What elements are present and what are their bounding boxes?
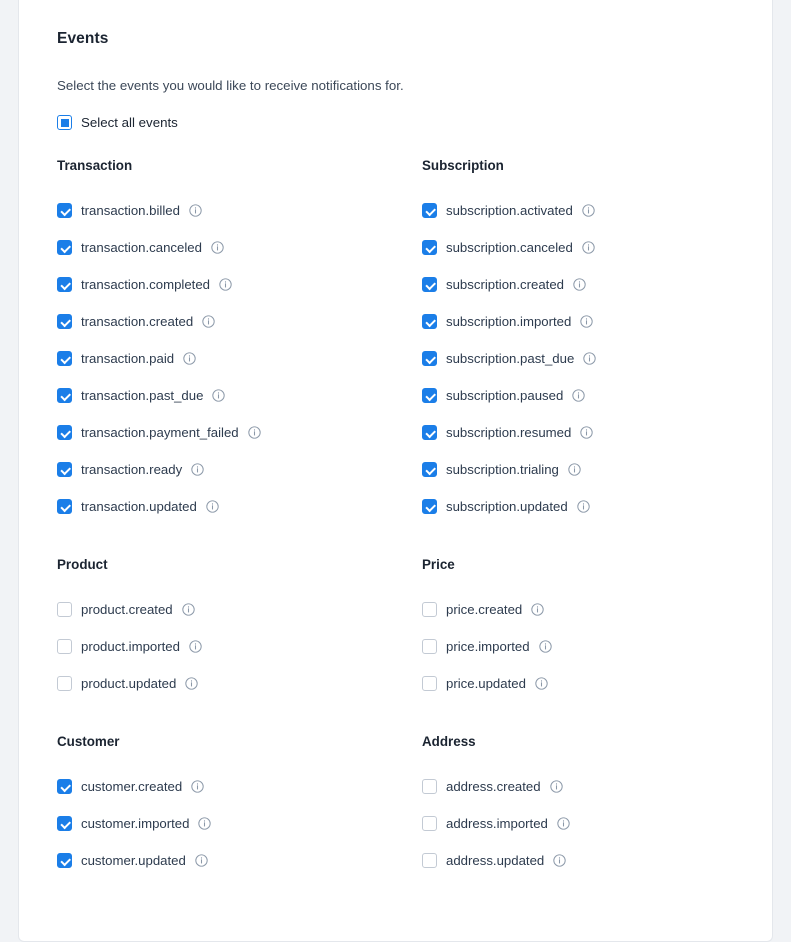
event-checkbox-address.imported[interactable] [422,816,437,831]
event-label: address.imported [446,816,548,831]
event-checkbox-product.created[interactable] [57,602,72,617]
event-checkbox-price.imported[interactable] [422,639,437,654]
event-checkbox-address.created[interactable] [422,779,437,794]
event-label: subscription.imported [446,314,572,329]
page-title: Events [57,30,109,47]
event-label: address.updated [446,853,545,868]
event-group-subscription [422,158,734,525]
event-row[interactable] [57,768,422,805]
event-label: product.created [81,602,173,617]
event-label: subscription.resumed [446,425,572,440]
event-label: transaction.payment_failed [81,425,239,440]
event-checkbox-transaction.created[interactable] [57,314,72,329]
event-label: subscription.paused [446,388,564,403]
event-label: customer.imported [81,816,190,831]
event-checkbox-subscription.imported[interactable] [422,314,437,329]
info-circle-icon[interactable] [535,677,548,690]
info-circle-icon[interactable] [191,780,204,793]
event-checkbox-subscription.updated[interactable] [422,499,437,514]
event-label: price.imported [446,639,530,654]
event-label: transaction.created [81,314,194,329]
event-label: address.created [446,779,541,794]
info-circle-icon[interactable] [531,603,544,616]
select-all-events-label: Select all events [81,115,178,130]
info-circle-icon[interactable] [573,278,586,291]
info-circle-icon[interactable] [539,640,552,653]
event-checkbox-subscription.resumed[interactable] [422,425,437,440]
event-checkbox-transaction.paid[interactable] [57,351,72,366]
event-label: subscription.created [446,277,565,292]
event-row[interactable] [422,591,734,628]
event-row[interactable] [57,303,422,340]
event-checkbox-subscription.activated[interactable] [422,203,437,218]
event-row[interactable] [57,842,422,879]
event-label: subscription.past_due [446,351,575,366]
event-label: transaction.billed [81,203,180,218]
event-row[interactable] [57,229,422,266]
event-row[interactable] [57,340,422,377]
event-row[interactable] [57,377,422,414]
event-checkbox-transaction.billed[interactable] [57,203,72,218]
info-circle-icon[interactable] [195,854,208,867]
event-group-customer [57,734,422,879]
event-checkbox-subscription.trialing[interactable] [422,462,437,477]
info-circle-icon[interactable] [550,780,563,793]
event-checkbox-transaction.past_due[interactable] [57,388,72,403]
event-row[interactable] [422,488,734,525]
event-row[interactable] [422,451,734,488]
info-circle-icon[interactable] [580,426,593,439]
event-row[interactable] [422,340,734,377]
event-label: product.updated [81,676,177,691]
event-label: product.imported [81,639,180,654]
event-label: customer.created [81,779,183,794]
event-row[interactable] [57,414,422,451]
event-checkbox-product.imported[interactable] [57,639,72,654]
event-label: transaction.canceled [81,240,202,255]
event-checkbox-transaction.ready[interactable] [57,462,72,477]
event-group-title: Address [422,734,476,749]
events-intro-text: Select the events you would like to receive notifications for. [57,78,404,93]
event-label: transaction.past_due [81,388,204,403]
event-label: subscription.canceled [446,240,573,255]
event-label: price.updated [446,676,526,691]
event-row[interactable] [422,377,734,414]
info-circle-icon[interactable] [189,204,202,217]
event-label: subscription.activated [446,203,573,218]
event-row[interactable] [57,192,422,229]
info-circle-icon[interactable] [553,854,566,867]
event-label: transaction.paid [81,351,175,366]
event-group-title: Subscription [422,158,504,173]
event-label: subscription.trialing [446,462,559,477]
info-circle-icon[interactable] [191,463,204,476]
event-label: subscription.updated [446,499,568,514]
event-checkbox-transaction.updated[interactable] [57,499,72,514]
event-row[interactable] [422,266,734,303]
info-circle-icon[interactable] [577,500,590,513]
info-circle-icon[interactable] [212,389,225,402]
event-group-product [57,557,422,702]
select-all-events-row[interactable] [57,115,734,130]
info-circle-icon[interactable] [211,241,224,254]
event-checkbox-customer.imported[interactable] [57,816,72,831]
event-row[interactable] [422,665,734,702]
event-row[interactable] [57,628,422,665]
event-row[interactable] [57,591,422,628]
info-circle-icon[interactable] [182,603,195,616]
event-row[interactable] [422,768,734,805]
info-circle-icon[interactable] [183,352,196,365]
event-row[interactable] [422,229,734,266]
event-group-price [422,557,734,702]
event-row[interactable] [422,192,734,229]
event-row[interactable] [422,303,734,340]
event-checkbox-customer.updated[interactable] [57,853,72,868]
info-circle-icon[interactable] [583,352,596,365]
select-all-events-checkbox[interactable] [57,115,72,130]
event-checkbox-price.created[interactable] [422,602,437,617]
event-row[interactable] [422,628,734,665]
info-circle-icon[interactable] [206,500,219,513]
event-label: transaction.updated [81,499,197,514]
event-label: transaction.ready [81,462,183,477]
info-circle-icon[interactable] [568,463,581,476]
event-group-title: Customer [57,734,120,749]
event-checkbox-price.updated[interactable] [422,676,437,691]
event-checkbox-subscription.past_due[interactable] [422,351,437,366]
event-row[interactable] [57,805,422,842]
event-checkbox-address.updated[interactable] [422,853,437,868]
event-row[interactable] [422,414,734,451]
info-circle-icon[interactable] [198,817,211,830]
event-label: customer.updated [81,853,186,868]
event-row[interactable] [422,805,734,842]
event-checkbox-transaction.completed[interactable] [57,277,72,292]
info-circle-icon[interactable] [580,315,593,328]
info-circle-icon[interactable] [582,241,595,254]
info-circle-icon[interactable] [582,204,595,217]
event-checkbox-transaction.payment_failed[interactable] [57,425,72,440]
info-circle-icon[interactable] [248,426,261,439]
info-circle-icon[interactable] [185,677,198,690]
event-checkbox-subscription.created[interactable] [422,277,437,292]
info-circle-icon[interactable] [202,315,215,328]
info-circle-icon[interactable] [557,817,570,830]
event-group-title: Price [422,557,455,572]
event-label: transaction.completed [81,277,211,292]
info-circle-icon[interactable] [219,278,232,291]
event-row[interactable] [57,451,422,488]
event-row[interactable] [57,665,422,702]
event-checkbox-subscription.paused[interactable] [422,388,437,403]
event-group-title: Product [57,557,108,572]
info-circle-icon[interactable] [189,640,202,653]
event-checkbox-product.updated[interactable] [57,676,72,691]
event-checkbox-customer.created[interactable] [57,779,72,794]
info-circle-icon[interactable] [572,389,585,402]
event-group-title: Transaction [57,158,133,173]
event-group-transaction [57,158,422,525]
event-row[interactable] [57,266,422,303]
event-group-address [422,734,734,879]
event-label: price.created [446,602,523,617]
event-checkbox-transaction.canceled[interactable] [57,240,72,255]
event-row[interactable] [422,842,734,879]
event-row[interactable] [57,488,422,525]
events-panel [18,0,773,942]
event-checkbox-subscription.canceled[interactable] [422,240,437,255]
event-groups-grid [57,158,734,911]
